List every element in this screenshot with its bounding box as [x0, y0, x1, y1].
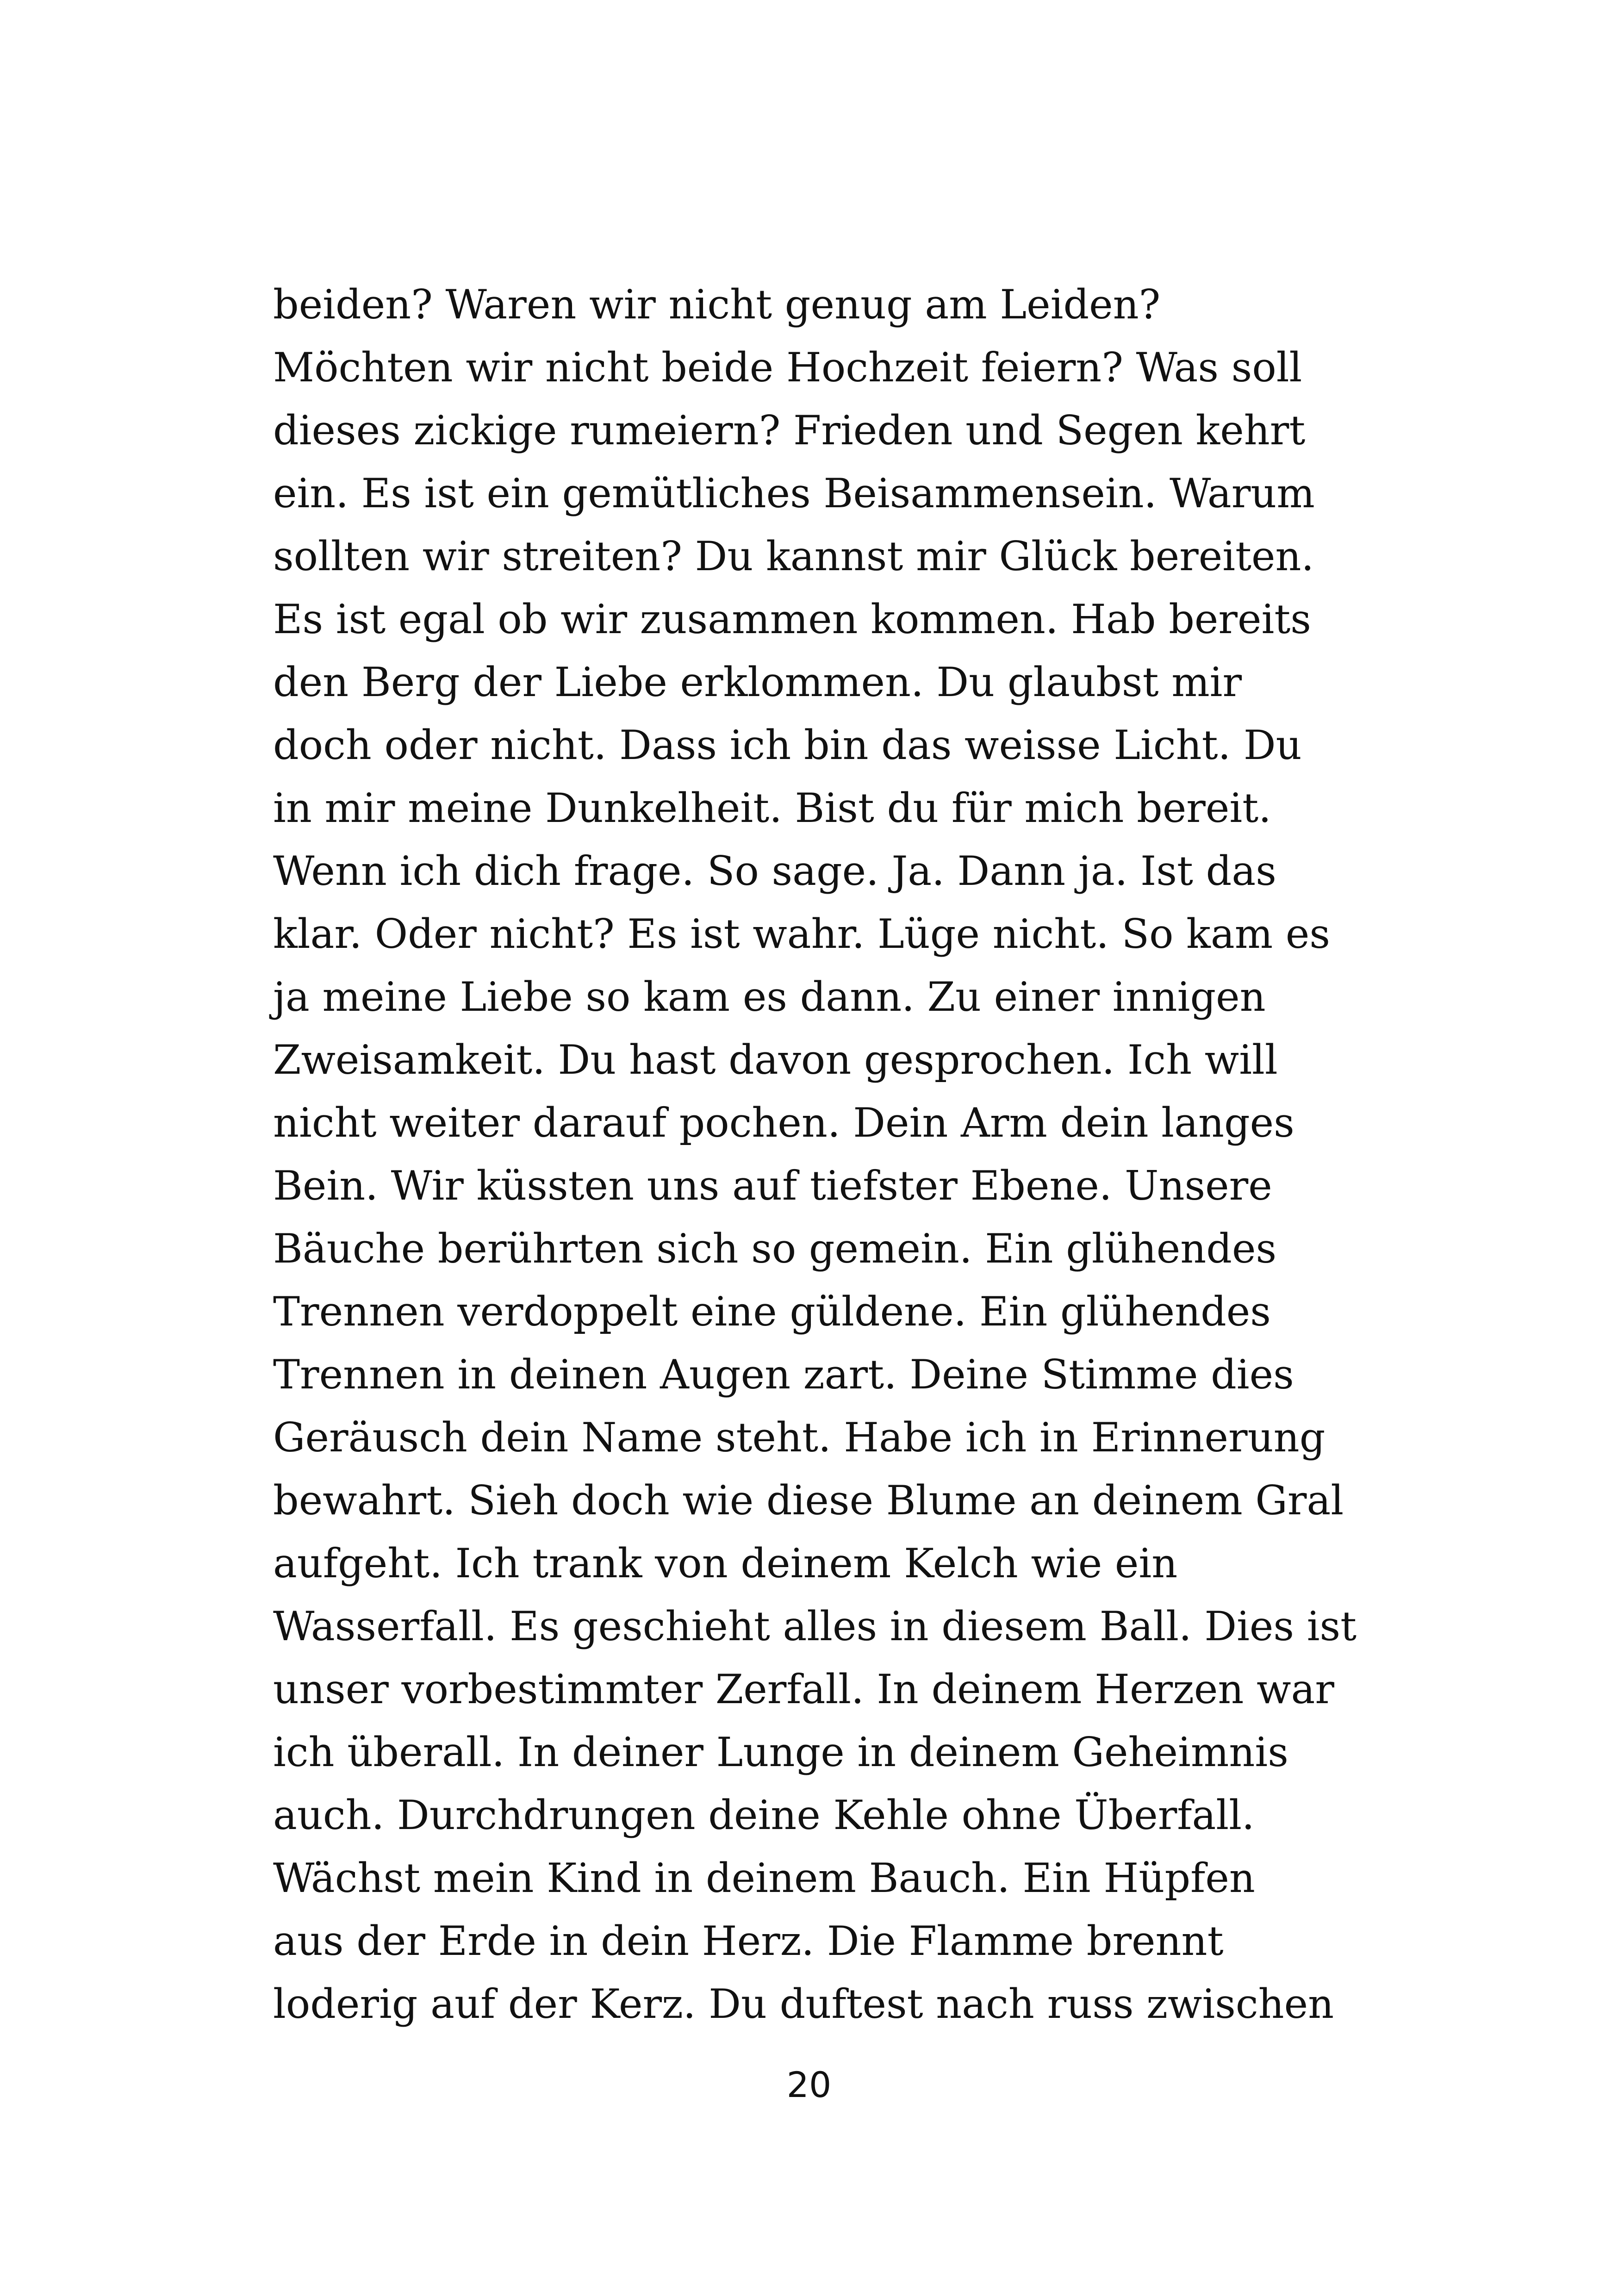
text-line: nicht weiter darauf pochen. Dein Arm dein langes [273, 1099, 1294, 1146]
text-line: unser vorbestimmter Zerfall. In deinem Herzen war [273, 1666, 1335, 1713]
body-text [273, 273, 1384, 2035]
text-line: ein. Es ist ein gemütliches Beisammensein. Warum [273, 470, 1315, 517]
text-line: Wenn ich dich frage. So sage. Ja. Dann ja. Ist das [273, 847, 1276, 895]
text-line: dieses zickige rumeiern? Frieden und Segen kehrt [273, 407, 1306, 454]
text-line: auch. Durchdrungen deine Kehle ohne Überfall. [273, 1792, 1255, 1839]
text-line: Wasserfall. Es geschieht alles in diesem Ball. Dies ist [273, 1603, 1357, 1650]
text-line: aus der Erde in dein Herz. Die Flamme brennt [273, 1917, 1224, 1965]
text-line: den Berg der Liebe erklommen. Du glaubst mir [273, 659, 1242, 706]
text-line: Möchten wir nicht beide Hochzeit feiern? Was soll [273, 344, 1302, 391]
text-line: Es ist egal ob wir zusammen kommen. Hab bereits [273, 596, 1311, 643]
page-number: 20 [786, 2064, 832, 2105]
text-line: ja meine Liebe so kam es dann. Zu einer innigen [273, 973, 1266, 1020]
text-line: Geräusch dein Name steht. Habe ich in Erinnerung [273, 1414, 1326, 1461]
text-line: doch oder nicht. Dass ich bin das weisse Licht. Du [273, 722, 1302, 769]
text-line: Bäuche berührten sich so gemein. Ein glühendes [273, 1225, 1277, 1272]
text-line: Bein. Wir küssten uns auf tiefster Ebene. Unsere [273, 1162, 1272, 1209]
text-line: ich überall. In deiner Lunge in deinem Geheimnis [273, 1729, 1288, 1776]
text-line: in mir meine Dunkelheit. Bist du für mich bereit. [273, 784, 1271, 832]
text-line: Zweisamkeit. Du hast davon gesprochen. Ich will [273, 1036, 1278, 1083]
text-line: Trennen verdoppelt eine güldene. Ein glühendes [273, 1288, 1271, 1335]
text-line: beiden? Waren wir nicht genug am Leiden? [273, 281, 1161, 328]
text-line: Wächst mein Kind in deinem Bauch. Ein Hüpfen [273, 1854, 1255, 1902]
text-line: Trennen in deinen Augen zart. Deine Stimme dies [273, 1351, 1294, 1398]
text-line: bewahrt. Sieh doch wie diese Blume an deinem Gral [273, 1477, 1344, 1524]
text-line: sollten wir streiten? Du kannst mir Glück bereiten. [273, 533, 1314, 580]
text-line: loderig auf der Kerz. Du duftest nach russ zwischen [273, 1980, 1334, 2028]
text-line: klar. Oder nicht? Es ist wahr. Lüge nicht. So kam es [273, 910, 1331, 958]
text-line: aufgeht. Ich trank von deinem Kelch wie ein [273, 1540, 1178, 1587]
